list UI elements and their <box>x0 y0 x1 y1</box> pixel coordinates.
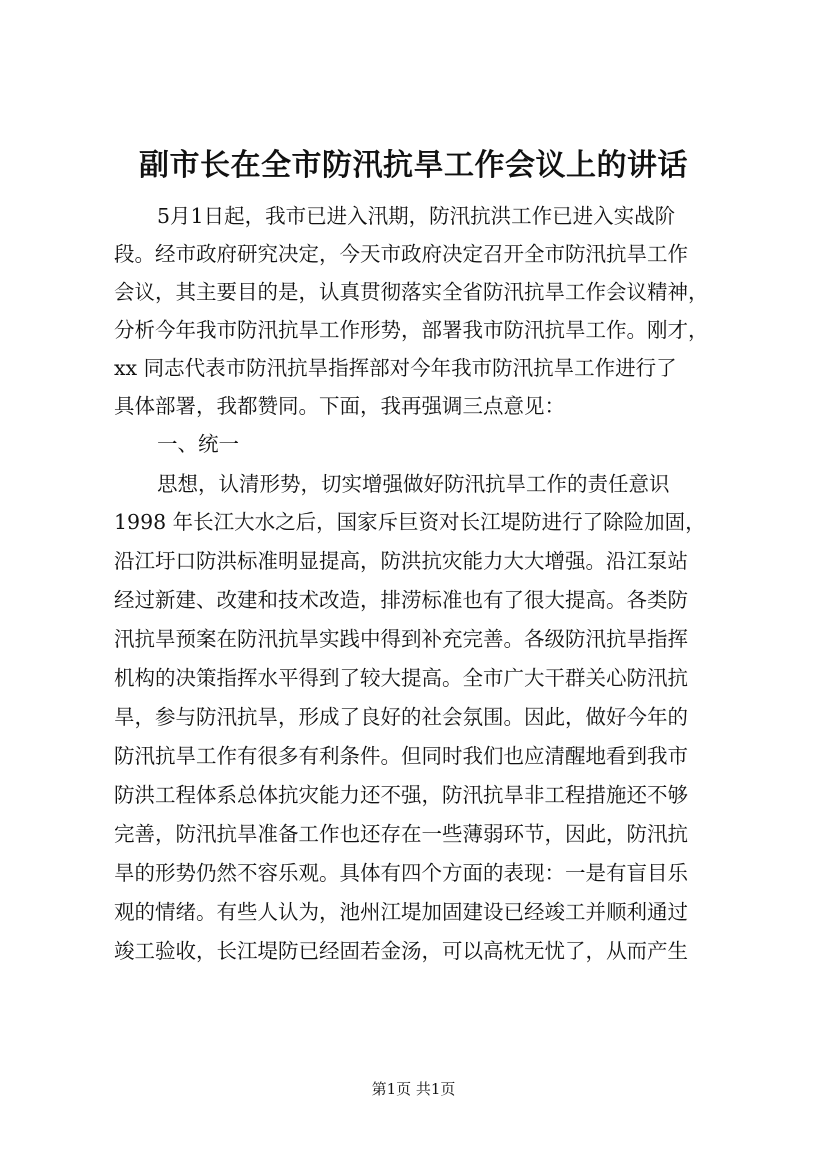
body-line: 观的情绪。有些人认为，池州江堤加固建设已经竣工并顺利通过 <box>114 900 688 924</box>
body-line: 分析今年我市防汛抗旱工作形势，部署我市防汛抗旱工作。刚才， <box>114 318 709 342</box>
body-line: 5月1日起，我市已进入汛期，防汛抗洪工作已进入实战阶 <box>157 204 676 228</box>
body-line: 1998 年长江大水之后，国家斥巨资对长江堤防进行了除险加固， <box>114 510 706 534</box>
body-line: 旱，参与防汛抗旱，形成了良好的社会氛围。因此，做好今年的 <box>114 705 688 729</box>
body-line: 具体部署，我都赞同。下面，我再强调三点意见： <box>114 394 565 418</box>
page-footer: 第1页 共1页 <box>371 1080 456 1098</box>
body-line: 思想，认清形势，切实增强做好防汛抗旱工作的责任意识 <box>157 472 670 496</box>
body-line: 竣工验收，长江堤防已经固若金汤，可以高枕无忧了，从而产生 <box>114 939 688 963</box>
body-line: 旱的形势仍然不容乐观。具体有四个方面的表现：一是有盲目乐 <box>114 861 688 885</box>
body-line: 防汛抗旱工作有很多有利条件。但同时我们也应清醒地看到我市 <box>114 744 688 768</box>
body-line: 完善，防汛抗旱准备工作也还存在一些薄弱环节，因此，防汛抗 <box>114 822 688 846</box>
body-line: 会议，其主要目的是，认真贯彻落实全省防汛抗旱工作会议精神， <box>114 280 709 304</box>
body-line: xx 同志代表市防汛抗旱指挥部对今年我市防汛抗旱工作进行了 <box>114 356 677 380</box>
body-line: 经过新建、改建和技术改造，排涝标准也有了很大提高。各类防 <box>114 588 688 612</box>
body-line: 机构的决策指挥水平得到了较大提高。全市广大干群关心防汛抗 <box>114 666 688 690</box>
document-title: 副市长在全市防汛抗旱工作会议上的讲话 <box>139 148 688 183</box>
body-line: 汛抗旱预案在防汛抗旱实践中得到补充完善。各级防汛抗旱指挥 <box>114 627 688 651</box>
body-line: 防洪工程体系总体抗灾能力还不强，防汛抗旱非工程措施还不够 <box>114 783 688 807</box>
body-line: 沿江圩口防洪标准明显提高，防洪抗灾能力大大增强。沿江泵站 <box>114 549 688 573</box>
section-heading: 一、统一 <box>157 432 239 456</box>
body-line: 段。经市政府研究决定，今天市政府决定召开全市防汛抗旱工作 <box>114 242 688 266</box>
